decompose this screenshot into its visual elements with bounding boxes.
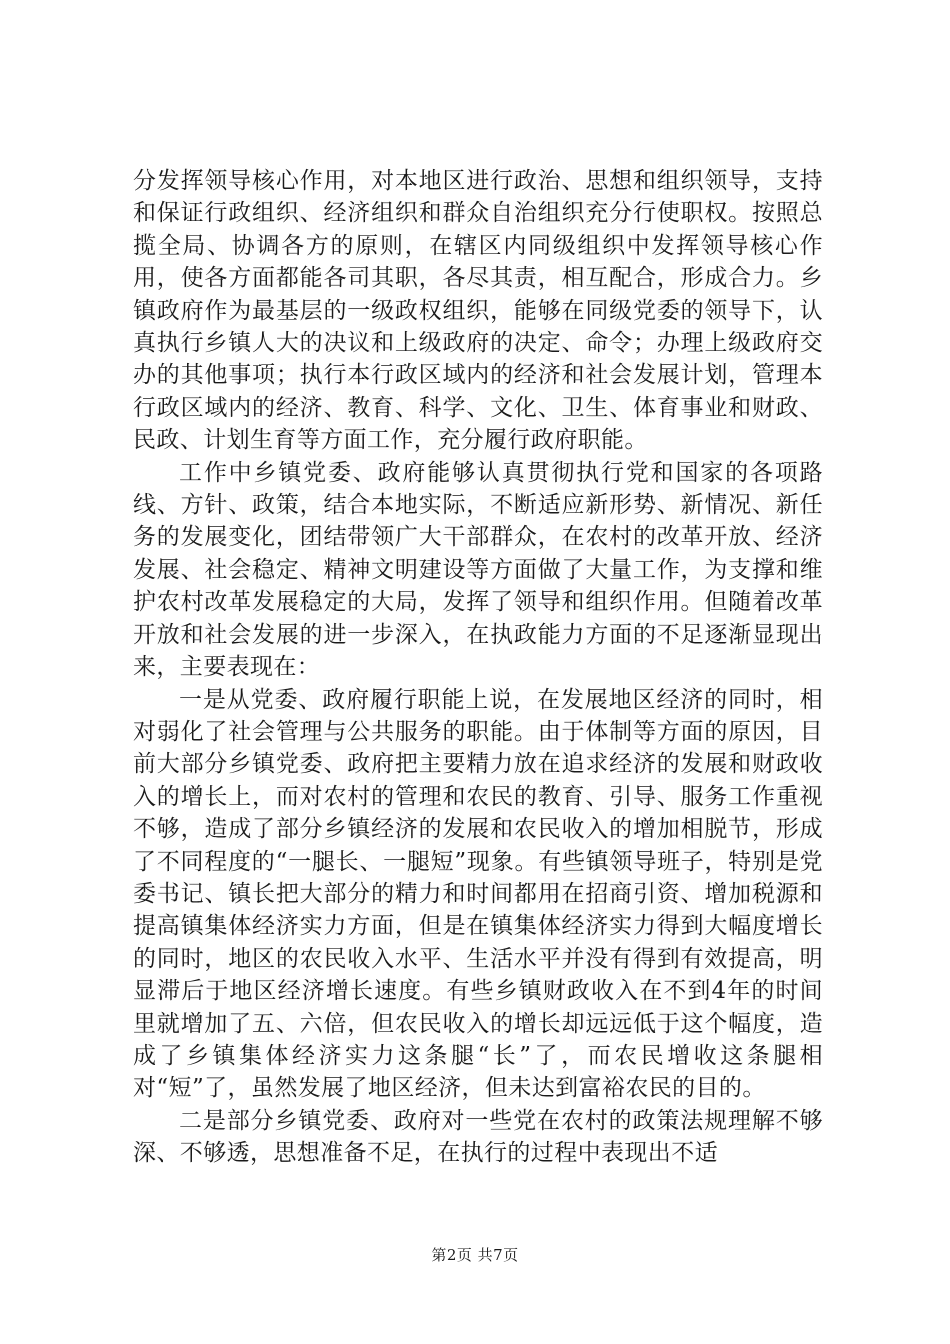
- page-number-footer: 第2页 共7页: [431, 1246, 519, 1264]
- paragraph-3: 一是从党委、政府履行职能上说，在发展地区经济的同时，相对弱化了社会管理与公共服务的职能。由于体制等方面的原因，目前大部分乡镇党委、政府把主要精力放在追求经济的发展和财政收入的增长上，而对农村的管理和农民的教育、引导、服务工作重视不够，造成了部分乡镇经济的发展和农民收入的增加相脱节，形成了不同程度的“一腿长、一腿短”现象。有些镇领导班子，特别是党委书记、镇长把大部分的精力和时间都用在招商引资、增加税源和提高镇集体经济实力方面，但是在镇集体经济实力得到大幅度增长的同时，地区的农民收入水平、生活水平并没有得到有效提高，明显滞后于地区经济增长速度。有些乡镇财政收入在不到4年的时间里就增加了五、六倍，但农民收入的增长却远远低于这个幅度，造成了乡镇集体经济实力这条腿“长”了，而农民增收这条腿相对“短”了，虽然发展了地区经济，但未达到富裕农民的目的。: [133, 686, 823, 1102]
- paragraph-1: 分发挥领导核心作用，对本地区进行政治、思想和组织领导，支持和保证行政组织、经济组织和群众自治组织充分行使职权。按照总揽全局、协调各方的原则，在辖区内同级组织中发挥领导核心作用，使各方面都能各司其职，各尽其责，相互配合，形成合力。乡镇政府作为最基层的一级政权组织，能够在同级党委的领导下，认真执行乡镇人大的决议和上级政府的决定、命令；办理上级政府交办的其他事项；执行本行政区域内的经济和社会发展计划，管理本行政区域内的经济、教育、科学、文化、卫生、体育事业和财政、民政、计划生育等方面工作，充分履行政府职能。: [133, 168, 823, 454]
- paragraph-2: 工作中乡镇党委、政府能够认真贯彻执行党和国家的各项路线、方针、政策，结合本地实际，不断适应新形势、新情况、新任务的发展变化，团结带领广大干部群众，在农村的改革开放、经济发展、社会稳定、精神文明建设等方面做了大量工作，为支撑和维护农村改革发展稳定的大局，发挥了领导和组织作用。但随着改革开放和社会发展的进一步深入，在执政能力方面的不足逐渐显现出来，主要表现在：: [133, 459, 823, 681]
- document-body: [133, 165, 823, 1170]
- paragraph-4: 二是部分乡镇党委、政府对一些党在农村的政策法规理解不够深、不够透，思想准备不足，在执行的过程中表现出不适: [133, 1107, 823, 1167]
